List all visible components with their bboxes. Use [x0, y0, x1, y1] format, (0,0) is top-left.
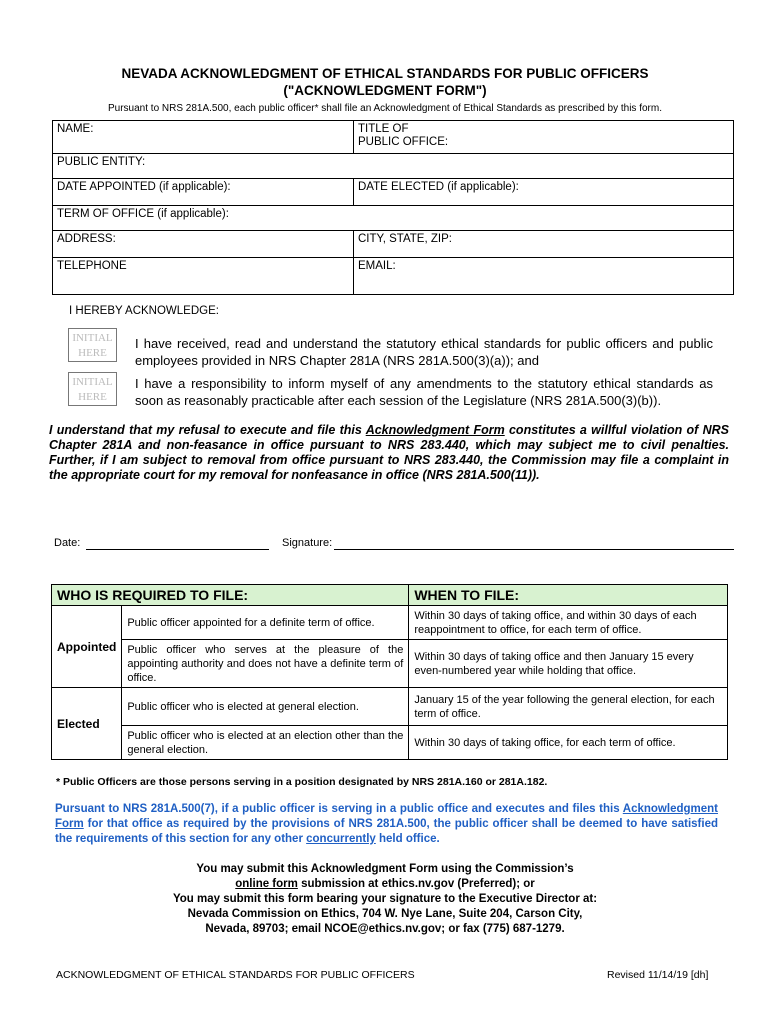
concurrent-underlined: concurrently [306, 833, 376, 845]
date-label: Date: [54, 537, 81, 549]
telephone-label: TELEPHONE [57, 260, 127, 272]
name-field[interactable] [53, 121, 354, 154]
date-appointed-field[interactable] [53, 179, 354, 206]
initial-box-1[interactable] [68, 328, 117, 362]
date-line[interactable] [86, 549, 269, 550]
email-label: EMAIL: [358, 260, 396, 272]
submit-line-5: Nevada, 89703; email NCOE@ethics.nv.gov; or fax (775) 687-1279. [205, 923, 565, 935]
concurrent-office-note [55, 802, 718, 847]
when-to-file-header: WHEN TO FILE: [409, 585, 728, 606]
public-entity-label: PUBLIC ENTITY: [57, 156, 146, 168]
public-entity-field[interactable] [53, 154, 734, 179]
initial-box-2[interactable] [68, 372, 117, 406]
statement-text-1: I understand that my refusal to execute and file this [49, 423, 366, 437]
officer-info-table [52, 120, 734, 295]
submit-line-2-rest: submission at ethics.nv.gov (Preferred); or [297, 878, 535, 890]
city-state-zip-field[interactable] [354, 231, 734, 258]
who-cell: Public officer who is elected at general election. [122, 688, 409, 726]
submit-line-1: You may submit this Acknowledgment Form using the Commission’s [196, 863, 574, 875]
term-of-office-field[interactable] [53, 206, 734, 231]
online-form-link[interactable]: online form [235, 878, 298, 890]
concurrent-form-link[interactable]: Acknowledgment Form [55, 803, 718, 830]
name-label: NAME: [57, 123, 94, 135]
statement-text-2: constitutes a willful violation of NRS Chapter 281A and non-feasance in office pursuant to NRS 283.440, which may subject me to civil penalties. Further, if I am subject to removal from office pursuant to NRS 283.440, the Commission may file a complaint in the appropriate court for my removal for nonfeasance in office (NRS 281A.500(11)). [49, 423, 729, 482]
elected-label: Elected [52, 688, 122, 760]
here-placeholder-1: HERE [78, 347, 107, 359]
date-elected-label: DATE ELECTED (if applicable): [358, 181, 519, 193]
submit-line-2 [0, 877, 770, 892]
submission-instructions [0, 862, 770, 937]
acknowledge-label: I HEREBY ACKNOWLEDGE: [69, 305, 219, 317]
footer-revision: Revised 11/14/19 [dh] [607, 969, 709, 981]
city-state-zip-label: CITY, STATE, ZIP: [358, 233, 452, 245]
form-title-line1: NEVADA ACKNOWLEDGMENT OF ETHICAL STANDARDS FOR PUBLIC OFFICERS [121, 66, 649, 81]
appointed-label: Appointed [52, 606, 122, 688]
date-appointed-label: DATE APPOINTED (if applicable): [57, 181, 231, 193]
refusal-statement [49, 423, 729, 483]
filing-requirements-table [51, 584, 728, 760]
who-cell: Public officer who serves at the pleasure of the appointing authority and does not have a definite term of office. [122, 640, 409, 688]
title-of-office-field[interactable] [354, 121, 734, 154]
statement-form-name: Acknowledgment Form [365, 423, 505, 437]
initial-placeholder-1: INITIAL [72, 332, 113, 344]
term-of-office-label: TERM OF OFFICE (if applicable): [57, 208, 229, 220]
when-cell: Within 30 days of taking office, and within 30 days of each reappointment to office, for each term of office. [409, 606, 728, 640]
who-required-header: WHO IS REQUIRED TO FILE: [52, 585, 409, 606]
form-subtitle: Pursuant to NRS 281A.500, each public officer* shall file an Acknowledgment of Ethical Standards as prescribed by this form. [107, 103, 662, 114]
when-cell: January 15 of the year following the general election, for each term of office. [409, 688, 728, 726]
initial-placeholder-2: INITIAL [72, 376, 113, 388]
submit-line-3: You may submit this form bearing your signature to the Executive Director at: [172, 893, 598, 905]
acknowledge-item-1: I have received, read and understand the statutory ethical standards for public officers and public employees provided in NRS Chapter 281A (NRS 281A.500(3)(a)); and [135, 336, 713, 368]
submit-line-4: Nevada Commission on Ethics, 704 W. Nye Lane, Suite 204, Carson City, [187, 908, 583, 920]
concurrent-text-2: for that office as required by the provisions of NRS 281A.500, the public officer shall be deemed to have satisfied the requirements of this section for any other [55, 818, 718, 845]
address-label: ADDRESS: [57, 233, 116, 245]
telephone-field[interactable] [53, 258, 354, 295]
date-elected-field[interactable] [354, 179, 734, 206]
who-cell: Public officer appointed for a definite term of office. [122, 606, 409, 640]
acknowledge-item-2: I have a responsibility to inform myself of any amendments to the statutory ethical standards as soon as reasonably practicable after each session of the Legislature (NRS 281A.500(3)(b)). [135, 376, 713, 408]
email-field[interactable] [354, 258, 734, 295]
concurrent-text-1: Pursuant to NRS 281A.500(7), if a public officer is serving in a public office and executes and files this [55, 803, 623, 815]
here-placeholder-2: HERE [78, 391, 107, 403]
signature-label: Signature: [282, 537, 333, 549]
form-title-line2: ("ACKNOWLEDGMENT FORM") [283, 83, 487, 98]
public-officer-footnote: * Public Officers are those persons serving in a position designated by NRS 281A.160 or 281A.182. [56, 776, 548, 788]
when-cell: Within 30 days of taking office, for each term of office. [409, 726, 728, 760]
when-cell: Within 30 days of taking office and then January 15 every even-numbered year while holding that office. [409, 640, 728, 688]
signature-line[interactable] [334, 549, 734, 550]
address-field[interactable] [53, 231, 354, 258]
who-cell: Public officer who is elected at an election other than the general election. [122, 726, 409, 760]
title-of-office-label-2: PUBLIC OFFICE: [358, 136, 449, 148]
footer-title: ACKNOWLEDGMENT OF ETHICAL STANDARDS FOR PUBLIC OFFICERS [56, 969, 415, 981]
concurrent-text-3: held office. [375, 833, 440, 845]
title-of-office-label-1: TITLE OF [358, 123, 409, 135]
